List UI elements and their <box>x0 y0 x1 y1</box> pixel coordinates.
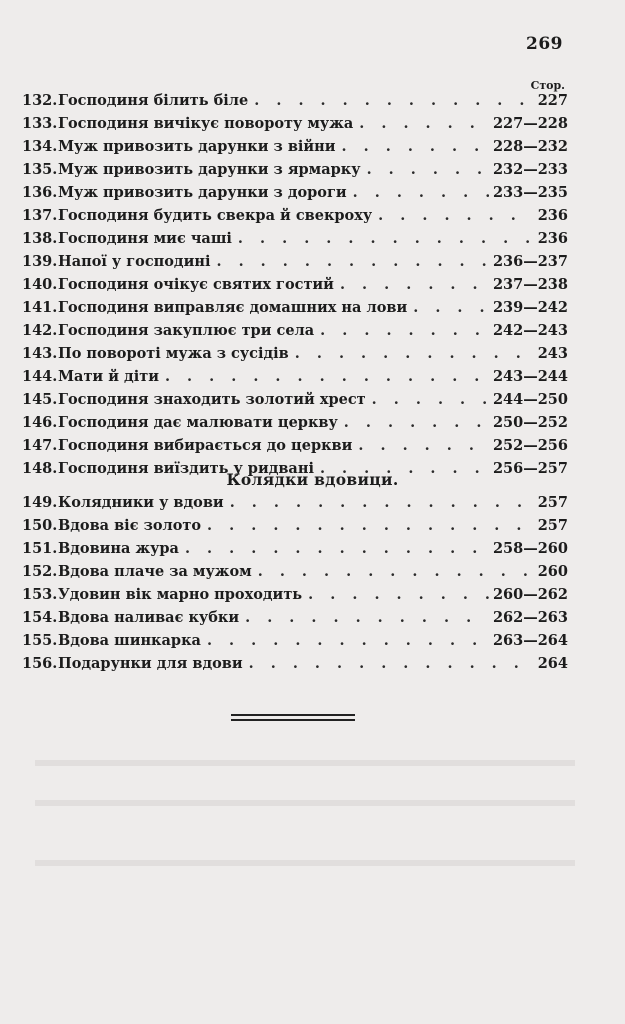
entry-number: 153. <box>22 586 58 603</box>
toc-row <box>22 161 568 184</box>
dot-leader <box>342 138 489 155</box>
dot-leader <box>216 253 488 270</box>
entry-title: Вдова шинкарка <box>58 632 201 649</box>
dot-leader <box>230 494 534 511</box>
entry-title: Подарунки для вдови <box>58 655 243 672</box>
entry-number: 136. <box>22 184 58 201</box>
entry-number: 139. <box>22 253 58 270</box>
entry-number: 133. <box>22 115 58 132</box>
entry-pages: 233—235 <box>492 184 568 201</box>
entry-pages: 260—262 <box>492 586 568 603</box>
toc-row <box>22 345 568 368</box>
entry-pages: 236—237 <box>492 253 568 270</box>
toc-row <box>22 517 568 540</box>
entry-title: Вдова віє золото <box>58 517 202 534</box>
dot-leader <box>358 437 489 454</box>
toc-row <box>22 276 568 299</box>
toc-row <box>22 207 568 230</box>
dot-leader <box>254 92 533 109</box>
dot-leader <box>258 563 534 580</box>
entry-title: Вдова наливає кубки <box>58 609 240 626</box>
entry-title: Муж привозить дарунки з війни <box>58 138 336 155</box>
dot-leader <box>245 609 489 626</box>
entry-pages: 228—232 <box>492 138 568 155</box>
end-rule-bottom <box>231 719 355 721</box>
dot-leader <box>372 391 489 408</box>
entry-number: 155. <box>22 632 58 649</box>
toc-row <box>22 494 568 517</box>
entry-title: По повороті мужа з сусідів <box>58 345 289 362</box>
entry-pages: 232—233 <box>492 161 568 178</box>
entry-title: Господиня закуплює три села <box>58 322 315 339</box>
entry-number: 132. <box>22 92 58 109</box>
entry-number: 152. <box>22 563 58 580</box>
toc-row <box>22 322 568 345</box>
toc-row <box>22 655 568 678</box>
entry-title: Господиня миє чаші <box>58 230 232 247</box>
entry-title: Муж привозить дарунки з дороги <box>58 184 347 201</box>
dot-leader <box>295 345 534 362</box>
dot-leader <box>344 414 489 431</box>
entry-number: 148. <box>22 460 58 477</box>
entry-title: Господиня будить свекра й свекроху <box>58 207 373 224</box>
toc-row <box>22 414 568 437</box>
dot-leader <box>353 184 489 201</box>
entry-title: Господиня білить біле <box>58 92 249 109</box>
entry-number: 151. <box>22 540 58 557</box>
dot-leader <box>308 586 489 603</box>
entry-pages: 239—242 <box>492 299 568 316</box>
toc-row <box>22 586 568 609</box>
toc-row <box>22 563 568 586</box>
entry-pages: 242—243 <box>492 322 568 339</box>
toc-row <box>22 391 568 414</box>
entry-title: Господиня вичікує повороту мужа <box>58 115 354 132</box>
toc-row <box>22 437 568 460</box>
toc-row <box>22 115 568 138</box>
toc-row <box>22 368 568 391</box>
pages-column-header: Стор. <box>530 79 565 92</box>
entry-pages: 250—252 <box>492 414 568 431</box>
entry-number: 141. <box>22 299 58 316</box>
dot-leader <box>320 322 489 339</box>
toc-row <box>22 632 568 655</box>
entry-number: 140. <box>22 276 58 293</box>
dot-leader <box>207 632 489 649</box>
entry-title: Удовин вік марно проходить <box>58 586 303 603</box>
entry-title: Напої у господині <box>58 253 211 270</box>
entry-pages: 257 <box>537 494 568 511</box>
entry-number: 137. <box>22 207 58 224</box>
entry-number: 149. <box>22 494 58 511</box>
end-rule-top <box>231 714 355 716</box>
section-heading: Колядки вдовици. <box>226 470 399 489</box>
dot-leader <box>340 276 489 293</box>
toc-section-2 <box>22 494 568 678</box>
entry-number: 150. <box>22 517 58 534</box>
dot-leader <box>359 115 489 132</box>
toc-row <box>22 299 568 322</box>
entry-pages: 243 <box>537 345 568 362</box>
entry-title: Господиня вибирається до церкви <box>58 437 353 454</box>
toc-row <box>22 609 568 632</box>
entry-number: 147. <box>22 437 58 454</box>
entry-pages: 237—238 <box>492 276 568 293</box>
entry-pages: 264 <box>537 655 568 672</box>
entry-title: Господиня знаходить золотий хрест <box>58 391 366 408</box>
entry-title: Господиня дає малювати церкву <box>58 414 338 431</box>
entry-title: Муж привозить дарунки з ярмарку <box>58 161 361 178</box>
entry-title: Мати й діти <box>58 368 159 385</box>
entry-title: Господиня виїздить у ридвані <box>58 460 314 477</box>
toc-row <box>22 92 568 115</box>
toc-row <box>22 253 568 276</box>
dot-leader <box>413 299 489 316</box>
entry-number: 154. <box>22 609 58 626</box>
entry-number: 138. <box>22 230 58 247</box>
dot-leader <box>367 161 489 178</box>
toc-section-1 <box>22 92 568 483</box>
page-number: 269 <box>526 34 563 54</box>
entry-title: Колядники у вдови <box>58 494 224 511</box>
entry-number: 134. <box>22 138 58 155</box>
entry-number: 144. <box>22 368 58 385</box>
entry-title: Господиня виправляє домашних на лови <box>58 299 408 316</box>
dot-leader <box>185 540 489 557</box>
entry-pages: 236 <box>537 230 568 247</box>
entry-number: 142. <box>22 322 58 339</box>
bleed-through-3 <box>35 860 575 866</box>
entry-pages: 257 <box>537 517 568 534</box>
entry-pages: 252—256 <box>492 437 568 454</box>
toc-row <box>22 184 568 207</box>
toc-row <box>22 540 568 563</box>
entry-title: Вдовина жура <box>58 540 179 557</box>
dot-leader <box>207 517 534 534</box>
dot-leader <box>238 230 534 247</box>
entry-title: Господиня очікує святих гостий <box>58 276 334 293</box>
entry-pages: 258—260 <box>492 540 568 557</box>
entry-pages: 262—263 <box>492 609 568 626</box>
dot-leader <box>165 368 489 385</box>
entry-pages: 244—250 <box>492 391 568 408</box>
entry-pages: 227—228 <box>492 115 568 132</box>
toc-row <box>22 138 568 161</box>
toc-row <box>22 230 568 253</box>
entry-number: 135. <box>22 161 58 178</box>
entry-number: 146. <box>22 414 58 431</box>
entry-pages: 227 <box>537 92 568 109</box>
entry-pages: 243—244 <box>492 368 568 385</box>
entry-number: 156. <box>22 655 58 672</box>
bleed-through-1 <box>35 760 575 766</box>
entry-title: Вдова плаче за мужом <box>58 563 252 580</box>
entry-number: 145. <box>22 391 58 408</box>
entry-number: 143. <box>22 345 58 362</box>
entry-pages: 263—264 <box>492 632 568 649</box>
entry-pages: 260 <box>537 563 568 580</box>
dot-leader <box>378 207 534 224</box>
dot-leader <box>249 655 534 672</box>
entry-pages: 256—257 <box>492 460 568 477</box>
bleed-through-2 <box>35 800 575 806</box>
entry-pages: 236 <box>537 207 568 224</box>
